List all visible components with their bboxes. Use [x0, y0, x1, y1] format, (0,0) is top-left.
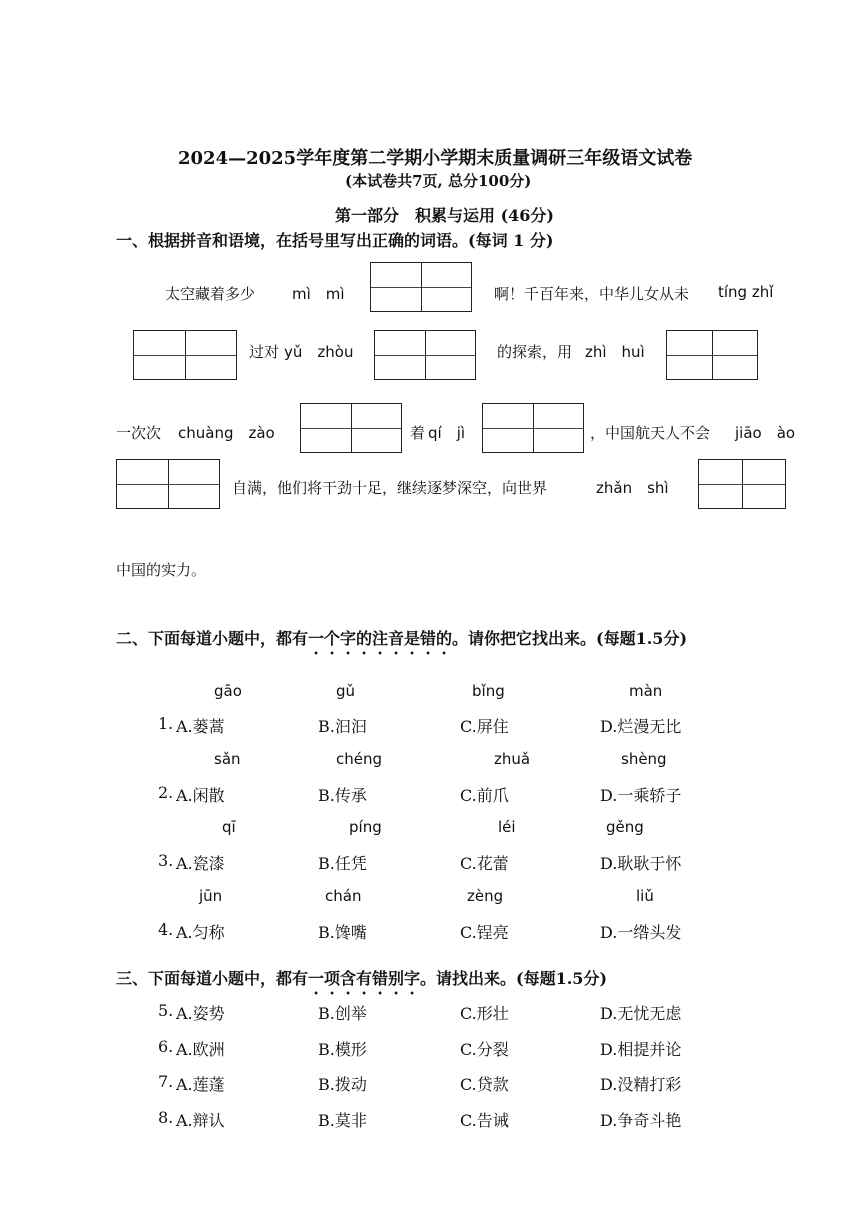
option-c[interactable]: C.花蕾	[460, 854, 509, 873]
pinyin-label: zhuǎ	[494, 750, 531, 768]
question-number: 3.	[158, 851, 174, 870]
s1-text: 的探索，用	[497, 343, 573, 361]
s1-pinyin: zhì huì	[585, 343, 645, 361]
pinyin-label: jūn	[199, 887, 223, 905]
option-a[interactable]: A.瓷漆	[176, 854, 225, 873]
s1-text: 过对	[249, 343, 280, 361]
option-d[interactable]: D.一绺头发	[600, 923, 682, 942]
pinyin-label: sǎn	[214, 750, 241, 768]
s2-heading-pre: 二、下面每道小题中，都有	[116, 629, 309, 648]
option-a[interactable]: A.辩认	[176, 1111, 225, 1130]
option-c[interactable]: C.屏住	[460, 717, 509, 736]
option-b[interactable]: B.汩汩	[318, 717, 367, 736]
s1-pinyin: zhǎn shì	[596, 479, 669, 497]
option-d[interactable]: D.无忧无虑	[600, 1004, 682, 1023]
pinyin-label: chéng	[336, 750, 383, 768]
answer-grid[interactable]	[666, 330, 758, 380]
pinyin-label: liǔ	[636, 887, 654, 905]
question-number: 6.	[158, 1037, 174, 1056]
pinyin-label: píng	[349, 818, 382, 836]
pinyin-label: léi	[498, 818, 516, 836]
option-d[interactable]: D.没精打彩	[600, 1075, 682, 1094]
s1-pinyin: jiāo ào	[735, 424, 796, 442]
option-d[interactable]: D.争奇斗艳	[600, 1111, 682, 1130]
s2-heading-post: 。请你把它找出来。(每题1.5分)	[452, 629, 688, 648]
question-number: 5.	[158, 1001, 174, 1020]
option-b[interactable]: B.莫非	[318, 1111, 367, 1130]
option-a[interactable]: A.莲蓬	[176, 1075, 225, 1094]
section2-heading	[116, 626, 687, 658]
option-a[interactable]: A.欧洲	[176, 1040, 225, 1059]
option-c[interactable]: C.形壮	[460, 1004, 509, 1023]
question-number: 2.	[158, 783, 174, 802]
s1-pinyin: yǔ zhòu	[284, 343, 354, 361]
option-d[interactable]: D.相提并论	[600, 1040, 682, 1059]
s3-heading-pre: 三、下面每道小题中，都有	[116, 969, 309, 988]
option-c[interactable]: C.贷款	[460, 1075, 509, 1094]
answer-grid[interactable]	[374, 330, 476, 380]
option-c[interactable]: C.告诫	[460, 1111, 509, 1130]
s1-pinyin: mì mì	[292, 285, 345, 303]
answer-grid[interactable]	[133, 330, 237, 380]
answer-grid[interactable]	[370, 262, 472, 312]
section1-heading: 一、根据拼音和语境，在括号里写出正确的词语。(每词 1 分)	[116, 231, 554, 250]
s1-text: ，中国航天人不会	[590, 424, 711, 442]
option-a[interactable]: A.蒌蒿	[176, 717, 225, 736]
pinyin-label: bǐng	[472, 682, 505, 700]
pinyin-label: zèng	[467, 887, 504, 905]
pinyin-label: shèng	[621, 750, 667, 768]
option-b[interactable]: B.创举	[318, 1004, 367, 1023]
s1-text: 太空藏着多少	[165, 285, 256, 303]
s1-text: 一次次	[116, 424, 162, 442]
s1-text: 啊！千百年来，中华儿女从未	[494, 285, 690, 303]
page-subtitle: (本试卷共7页, 总分100分)	[345, 172, 532, 190]
pinyin-label: gěng	[606, 818, 644, 836]
s1-pinyin: tíng zhǐ	[718, 283, 774, 301]
answer-grid[interactable]	[300, 403, 402, 453]
answer-grid[interactable]	[698, 459, 786, 509]
s2-heading-emph: 一个字的注音是错的	[308, 629, 453, 648]
part-heading: 第一部分 积累与运用 (46分)	[335, 206, 554, 225]
option-c[interactable]: C.分裂	[460, 1040, 509, 1059]
s1-pinyin: qí jì	[428, 424, 466, 442]
s1-text: 着	[410, 424, 426, 442]
answer-grid[interactable]	[116, 459, 220, 509]
option-a[interactable]: A.姿势	[176, 1004, 225, 1023]
option-c[interactable]: C.锃亮	[460, 923, 509, 942]
s3-heading-post: 。请找出来。(每题1.5分)	[420, 969, 608, 988]
section3-heading	[116, 966, 607, 998]
option-a[interactable]: A.闲散	[176, 786, 225, 805]
option-a[interactable]: A.匀称	[176, 923, 225, 942]
answer-grid[interactable]	[482, 403, 584, 453]
pinyin-label: chán	[325, 887, 362, 905]
option-b[interactable]: B.传承	[318, 786, 367, 805]
s1-pinyin: chuàng zào	[178, 424, 275, 442]
question-number: 1.	[158, 714, 174, 733]
option-c[interactable]: C.前爪	[460, 786, 509, 805]
option-d[interactable]: D.耿耿于怀	[600, 854, 682, 873]
s1-text: 自满，他们将干劲十足，继续逐梦深空，向世界	[232, 479, 548, 497]
option-b[interactable]: B.任凭	[318, 854, 367, 873]
pinyin-label: gǔ	[336, 682, 356, 700]
option-d[interactable]: D.一乘轿子	[600, 786, 682, 805]
pinyin-label: gāo	[214, 682, 242, 700]
option-d[interactable]: D.烂漫无比	[600, 717, 682, 736]
option-b[interactable]: B.模形	[318, 1040, 367, 1059]
question-number: 7.	[158, 1072, 174, 1091]
option-b[interactable]: B.馋嘴	[318, 923, 367, 942]
question-number: 4.	[158, 920, 174, 939]
s1-text: 中国的实力。	[116, 561, 207, 579]
s3-heading-emph: 一项含有错别字	[308, 969, 421, 988]
option-b[interactable]: B.拨动	[318, 1075, 367, 1094]
question-number: 8.	[158, 1108, 174, 1127]
page-title: 2024—2025学年度第二学期小学期末质量调研三年级语文试卷	[178, 148, 693, 169]
pinyin-label: màn	[629, 682, 663, 700]
pinyin-label: qī	[222, 818, 236, 836]
